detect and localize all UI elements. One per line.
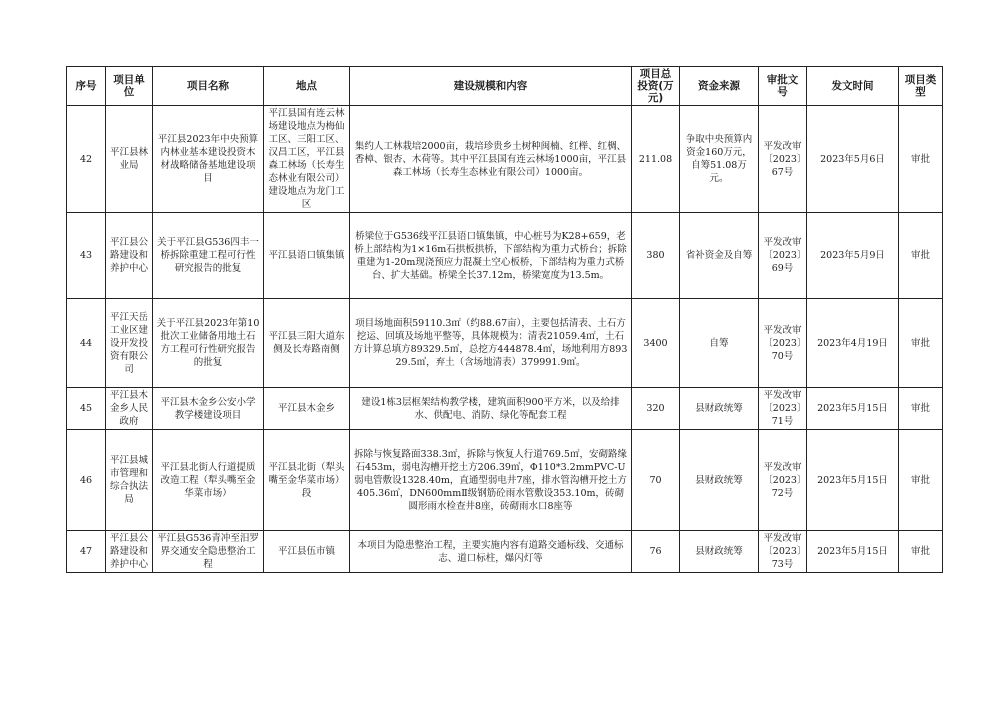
cell-name: 关于平江县2023年第10批次工业储备用地土石方工程可行性研究报告的批复 (153, 299, 264, 388)
cell-investment: 76 (632, 531, 680, 573)
cell-unit: 平江县木金乡人民政府 (106, 388, 153, 430)
cell-no: 46 (67, 430, 106, 531)
cell-unit: 平江县公路建设和养护中心 (106, 531, 153, 573)
cell-scope: 项目场地面积59110.3㎡（约88.67亩），主要包括清表、土石方挖运、回填及场地平整等，具体规模为：清表21059.4㎡，土石方计算总填方89329.5㎥，总挖方444878.4㎥，场地利用方89329.5㎥，弃土（含场地清表）379991.9㎥。 (350, 299, 632, 388)
cell-no: 43 (67, 213, 106, 299)
cell-date: 2023年4月19日 (807, 299, 899, 388)
cell-investment: 70 (632, 430, 680, 531)
cell-approval: 平发改审〔2023〕72号 (759, 430, 807, 531)
cell-unit: 平江天岳工业区建设开发投资有限公司 (106, 299, 153, 388)
cell-date: 2023年5月9日 (807, 213, 899, 299)
cell-location: 平江县国有连云林场建设地点为梅仙工区、三阳工区、汉昌工区，平江县森工林场（长寿生态林业有限公司）建设地点为龙门工区 (264, 106, 350, 213)
header-approval: 审批文号 (759, 67, 807, 106)
header-no: 序号 (67, 67, 106, 106)
cell-date: 2023年5月15日 (807, 531, 899, 573)
cell-date: 2023年5月15日 (807, 430, 899, 531)
cell-type: 审批 (899, 299, 943, 388)
cell-location: 平江县语口镇集镇 (264, 213, 350, 299)
cell-scope: 建设1栋3层框架结构教学楼，建筑面积900平方米，以及给排水、供配电、消防、绿化等配套工程 (350, 388, 632, 430)
cell-scope: 集约人工林栽培2000亩，栽培珍贵乡土树种闽楠、红榉、红椆、香樟、银杏、木荷等。其中平江县国有连云林场1000亩，平江县森工林场（长寿生态林业有限公司）1000亩。 (350, 106, 632, 213)
cell-location: 平江县伍市镇 (264, 531, 350, 573)
table-row (67, 213, 943, 299)
cell-funding: 争取中央预算内资金160万元，自筹51.08万元。 (680, 106, 759, 213)
project-approval-table (66, 66, 943, 573)
cell-unit: 平江县公路建设和养护中心 (106, 213, 153, 299)
cell-funding: 县财政统筹 (680, 430, 759, 531)
header-date: 发文时间 (807, 67, 899, 106)
cell-no: 47 (67, 531, 106, 573)
cell-unit: 平江县林业局 (106, 106, 153, 213)
header-row (67, 67, 943, 106)
cell-funding: 省补资金及自筹 (680, 213, 759, 299)
cell-investment: 380 (632, 213, 680, 299)
cell-date: 2023年5月15日 (807, 388, 899, 430)
header-scope: 建设规模和内容 (350, 67, 632, 106)
table-row (67, 430, 943, 531)
cell-type: 审批 (899, 531, 943, 573)
cell-investment: 211.08 (632, 106, 680, 213)
cell-name: 关于平江县G536四丰一桥拆除重建工程可行性研究报告的批复 (153, 213, 264, 299)
cell-type: 审批 (899, 388, 943, 430)
cell-name: 平江县2023年中央预算内林业基本建设投资木材战略储备基地建设项目 (153, 106, 264, 213)
cell-funding: 县财政统筹 (680, 531, 759, 573)
cell-unit: 平江县城市管理和综合执法局 (106, 430, 153, 531)
cell-no: 44 (67, 299, 106, 388)
cell-location: 平江县北街（犁头嘴至金华菜市场）段 (264, 430, 350, 531)
cell-investment: 3400 (632, 299, 680, 388)
cell-name: 平江县北街人行道提质改造工程（犁头嘴至金华菜市场） (153, 430, 264, 531)
cell-funding: 自筹 (680, 299, 759, 388)
cell-approval: 平发改审〔2023〕70号 (759, 299, 807, 388)
cell-scope: 桥梁位于G536线平江县语口镇集镇，中心桩号为K28+659，老桥上部结构为1×16m石拱板拱桥，下部结构为重力式桥台；拆除重建为1-20m现浇预应力混凝土空心板桥，下部结构为重力式桥台、扩大基础。桥梁全长37.12m，桥梁宽度为13.5m。 (350, 213, 632, 299)
cell-no: 45 (67, 388, 106, 430)
cell-scope: 拆除与恢复路面338.3㎡，拆除与恢复人行道769.5㎡，安砌路缘石453m，弱电沟槽开挖土方206.39㎥，Φ110*3.2mmPVC-U弱电管敷设1328.40m，直通型弱电井7座，排水管沟槽开挖土方405.36㎥，DN600mmⅡ级钢筋砼雨水管敷设353.10m，砖砌圆形雨水检查井8座，砖砌雨水口8座等 (350, 430, 632, 531)
cell-type: 审批 (899, 106, 943, 213)
cell-approval: 平发改审〔2023〕69号 (759, 213, 807, 299)
cell-scope: 本项目为隐患整治工程，主要实施内容有道路交通标线、交通标志、道口标柱，爆闪灯等 (350, 531, 632, 573)
cell-type: 审批 (899, 430, 943, 531)
header-funding: 资金来源 (680, 67, 759, 106)
cell-funding: 县财政统筹 (680, 388, 759, 430)
cell-approval: 平发改审〔2023〕67号 (759, 106, 807, 213)
table-row (67, 388, 943, 430)
table-row (67, 531, 943, 573)
header-unit: 项目单位 (106, 67, 153, 106)
cell-approval: 平发改审〔2023〕71号 (759, 388, 807, 430)
table-row (67, 106, 943, 213)
header-type: 项目类型 (899, 67, 943, 106)
header-investment: 项目总投资(万元) (632, 67, 680, 106)
header-location: 地点 (264, 67, 350, 106)
cell-name: 平江县木金乡公安小学教学楼建设项目 (153, 388, 264, 430)
cell-type: 审批 (899, 213, 943, 299)
table-row (67, 299, 943, 388)
cell-investment: 320 (632, 388, 680, 430)
cell-approval: 平发改审〔2023〕73号 (759, 531, 807, 573)
header-name: 项目名称 (153, 67, 264, 106)
cell-name: 平江县G536青冲至汨罗界交通安全隐患整治工程 (153, 531, 264, 573)
cell-location: 平江县三阳大道东侧及长寿路南侧 (264, 299, 350, 388)
cell-location: 平江县木金乡 (264, 388, 350, 430)
cell-no: 42 (67, 106, 106, 213)
cell-date: 2023年5月6日 (807, 106, 899, 213)
